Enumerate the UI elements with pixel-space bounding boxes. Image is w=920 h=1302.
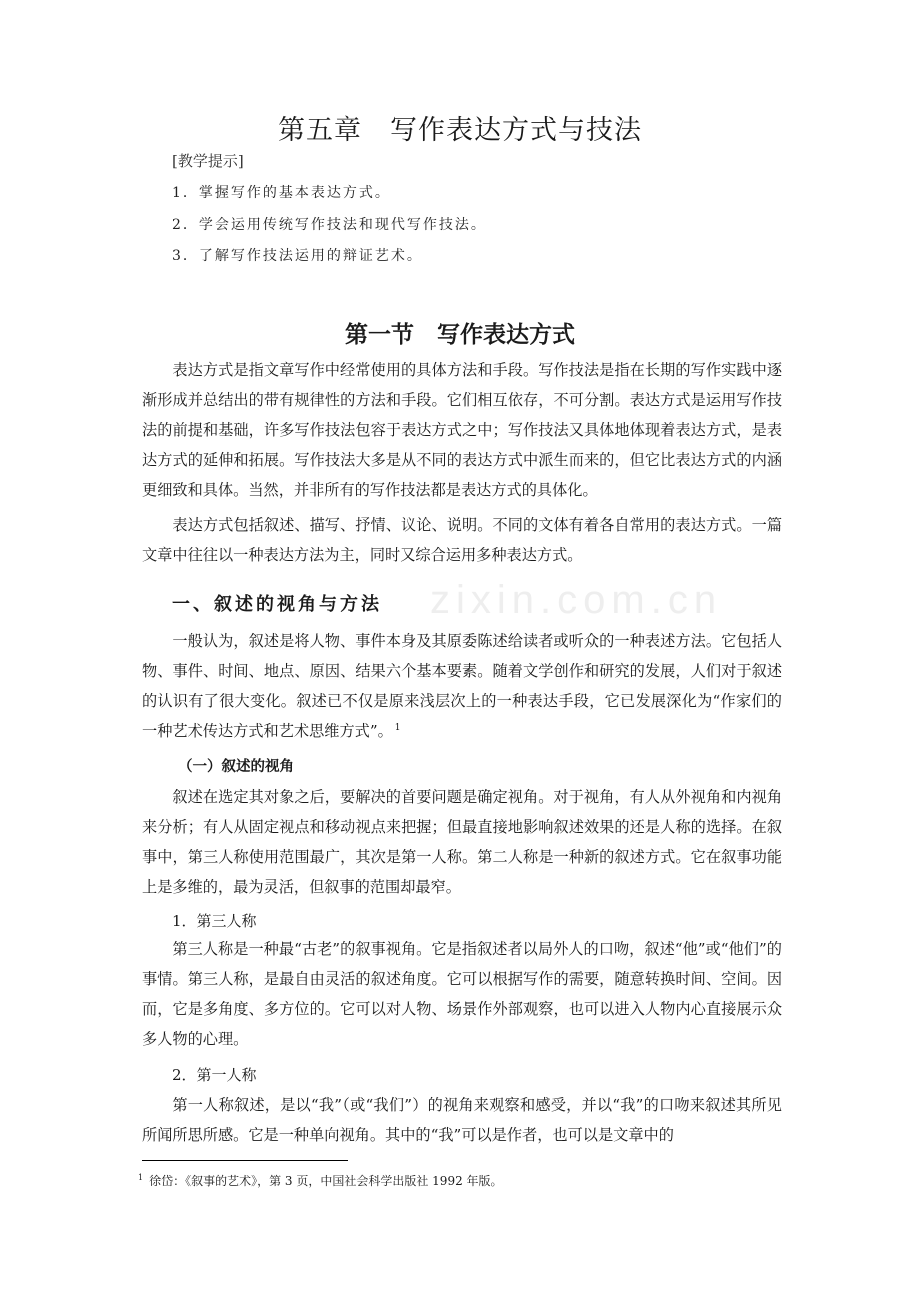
body-paragraph: 第三人称是一种最“古老”的叙事视角。它是指叙述者以局外人的口吻，叙述“他”或“他们”的事情。第三人称，是最自由灵活的叙述角度。它可以根据写作的需要，随意转换时间、空间。因而，它是多角度、多方位的。它可以对人物、场景作外部观察，也可以进入人物内心直接展示众多人物的心理。 <box>142 940 782 1048</box>
teaching-hint-label: [教学提示] <box>172 152 244 170</box>
body-paragraph: 叙述在选定其对象之后，要解决的首要问题是确定视角。对于视角，有人从外视角和内视角来分析；有人从固定视点和移动视点来把握；但最直接地影响叙述效果的还是人称的选择。在叙事中，第三人称使用范围最广，其次是第一人称。第二人称是一种新的叙述方式。它在叙事功能上是多维的，最为灵活，但叙事的范围却最窄。 <box>142 788 782 896</box>
watermark: zixin.com.cn <box>430 578 723 622</box>
teaching-hint-item: 1．掌握写作的基本表达方式。 <box>172 185 391 201</box>
footnote-separator <box>142 1160 348 1161</box>
teaching-hint-item: 3．了解写作技法运用的辩证艺术。 <box>172 248 423 264</box>
list-heading-first-person: 2．第一人称 <box>172 1066 257 1084</box>
body-paragraph: 第一人称叙述，是以“我”（或“我们”）的视角来观察和感受，并以“我”的口吻来叙述其所见所闻所思所感。它是一种单向视角。其中的“我”可以是作者，也可以是文章中的 <box>142 1096 782 1144</box>
paragraph-text: 一般认为，叙述是将人物、事件本身及其原委陈述给读者或听众的一种表述方法。它包括人物、事件、时间、地点、原因、结果六个基本要素。随着文学创作和研究的发展，人们对于叙述的认识有了很大变化。叙述已不仅是原来浅层次上的一种表达手段，它已发展深化为“作家们的一种艺术传达方式和艺术思维方式”。 <box>142 632 782 740</box>
teaching-hint-item: 2．学会运用传统写作技法和现代写作技法。 <box>172 217 487 233</box>
section-title: 第一节 写作表达方式 <box>345 322 575 348</box>
chapter-title: 第五章 写作表达方式与技法 <box>278 115 642 146</box>
footnote-marker: 1 <box>138 1173 144 1182</box>
subsection-heading: 一、叙述的视角与方法 <box>172 594 382 615</box>
footnote <box>138 1172 503 1189</box>
footnote-text: 徐岱：《叙事的艺术》，第 3 页，中国社会科学出版社 1992 年版。 <box>149 1174 503 1188</box>
subsubsection-heading: （一）叙述的视角 <box>178 759 294 775</box>
body-paragraph: 表达方式包括叙述、描写、抒情、议论、说明。不同的文体有着各自常用的表达方式。一篇文章中往往以一种表达方法为主，同时又综合运用多种表达方式。 <box>142 516 782 564</box>
footnote-ref: 1 <box>394 722 401 733</box>
body-paragraph <box>142 626 782 746</box>
body-paragraph: 表达方式是指文章写作中经常使用的具体方法和手段。写作技法是指在长期的写作实践中逐渐形成并总结出的带有规律性的方法和手段。它们相互依存，不可分割。表达方式是运用写作技法的前提和基础，许多写作技法包容于表达方式之中；写作技法又具体地体现着表达方式，是表达方式的延伸和拓展。写作技法大多是从不同的表达方式中派生而来的，但它比表达方式的内涵更细致和具体。当然，并非所有的写作技法都是表达方式的具体化。 <box>142 361 782 499</box>
list-heading-third-person: 1．第三人称 <box>172 912 257 930</box>
